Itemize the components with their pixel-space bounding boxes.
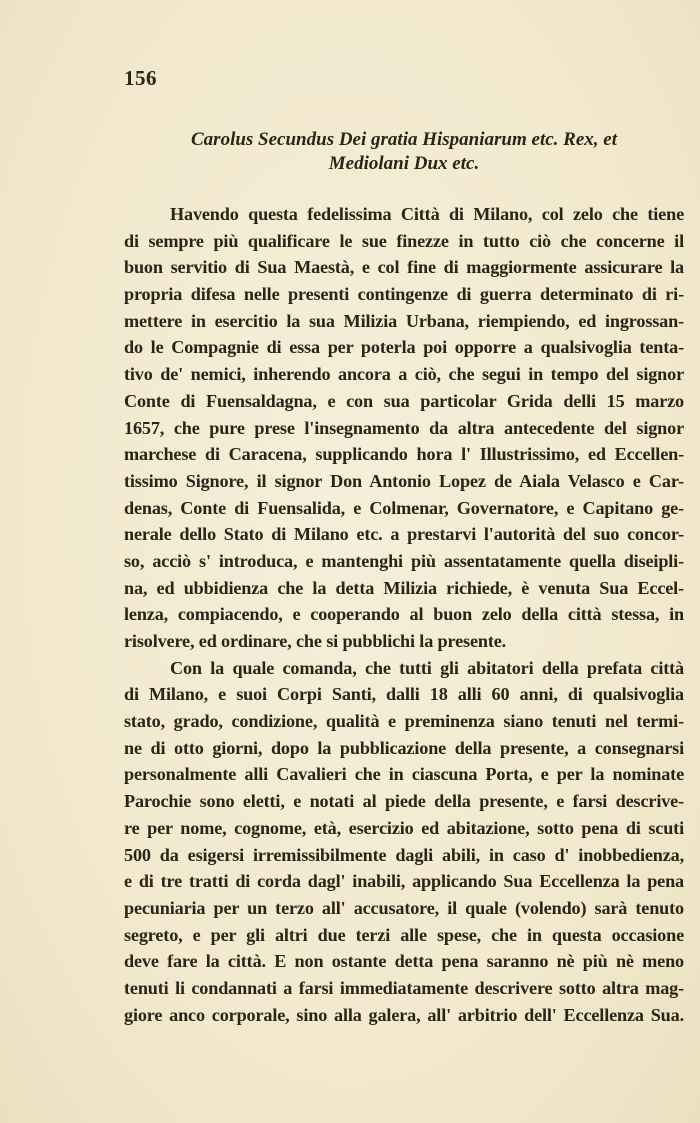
text-line: re per nome, cognome, età, esercizio ed abitazione, sotto pena di scuti — [124, 817, 684, 838]
text-line: deve fare la città. E non ostante detta pena saranno nè più nè meno — [124, 951, 684, 972]
text-line: propria difesa nelle presenti contingenze di guerra determinato di ri- — [124, 284, 684, 305]
decree-body — [124, 201, 684, 1028]
text-line: denas, Conte di Fuensalida, e Colmenar, Governatore, e Capitano ge- — [124, 497, 684, 518]
text-line: do le Compagnie di essa per poterla poi opporre a qualsivoglia tenta- — [124, 337, 684, 358]
heading-line-2: Mediolani Dux etc. — [328, 153, 480, 174]
paragraph — [124, 655, 684, 1029]
text-line: stato, grado, condizione, qualità e preminenza siano tenuti nel termi- — [124, 711, 684, 732]
text-line: risolvere, ed ordinare, che si pubblichi la presente. — [124, 631, 507, 651]
text-line: di sempre più qualificare le sue finezze in tutto ciò che concerne il — [124, 230, 684, 251]
text-line: pecuniaria per un terzo all' accusatore, il quale (volendo) sarà tenuto — [124, 897, 684, 918]
decree-heading — [124, 128, 684, 176]
text-line: so, acciò s' introduca, e mantenghi più assentatamente quella diseipli- — [124, 550, 684, 571]
text-line: mettere in esercitio la sua Milizia Urbana, riempiendo, ed ingrossan- — [124, 310, 684, 331]
text-line: di Milano, e suoi Corpi Santi, dalli 18 alli 60 anni, di qualsivoglia — [124, 684, 684, 705]
text-line: ne di otto giorni, dopo la pubblicazione della presente, a consegnarsi — [124, 737, 684, 758]
text-line: na, ed ubbidienza che la detta Milizia richiede, è venuta Sua Eccel- — [124, 577, 684, 598]
paragraph — [124, 201, 684, 655]
text-line: 500 da esigersi irremissibilmente dagli abili, in caso d' inobbedienza, — [124, 844, 684, 865]
heading-line-1: Carolus Secundus Dei gratia Hispaniarum etc. Rex, et — [191, 129, 617, 150]
text-line: segreto, e per gli altri due terzi alle spese, che in questa occasione — [124, 924, 684, 945]
text-line: buon servitio di Sua Maestà, e col fine di maggiormente assicurare la — [124, 257, 684, 278]
text-line: giore anco corporale, sino alla galera, all' arbitrio dell' Eccellenza Sua. — [124, 1004, 684, 1025]
text-line: Con la quale comanda, che tutti gli abitatori della prefata città — [170, 657, 684, 678]
text-line: marchese di Caracena, supplicando hora l' Illustrissimo, ed Eccellen- — [124, 444, 684, 465]
text-line: personalmente alli Cavalieri che in ciascuna Porta, e per la nominate — [124, 764, 684, 785]
text-line: tenuti li condannati a farsi immediatamente descrivere sotto altra mag- — [124, 977, 684, 998]
text-line: nerale dello Stato di Milano etc. a prestarvi l'autorità del suo concor- — [124, 524, 684, 545]
text-line: Parochie sono eletti, e notati al piede della presente, e farsi descrive- — [124, 791, 684, 812]
text-line: tissimo Signore, il signor Don Antonio Lopez de Aiala Velasco e Car- — [124, 470, 684, 491]
text-line: tivo de' nemici, inherendo ancora a ciò, che segui in tempo del signor — [124, 364, 684, 385]
text-line: 1657, che pure prese l'insegnamento da altra antecedente del signor — [124, 417, 684, 438]
text-line: Havendo questa fedelissima Città di Milano, col zelo che tiene — [170, 204, 684, 224]
page-number: 156 — [124, 66, 157, 90]
text-line: lenza, compiacendo, e cooperando al buon zelo della città stessa, in — [124, 604, 684, 625]
text-line: e di tre tratti di corda dagl' inabili, applicando Sua Eccellenza la pena — [124, 871, 684, 892]
text-line: Conte di Fuensaldagna, e con sua particolar Grida delli 15 marzo — [124, 390, 684, 411]
